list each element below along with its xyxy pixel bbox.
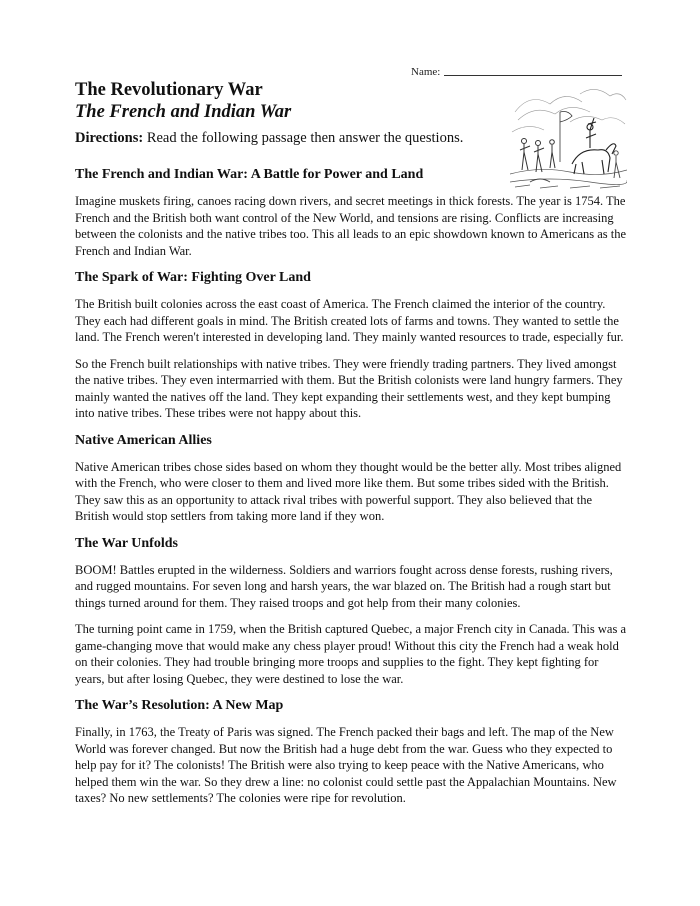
name-field[interactable] [411, 66, 622, 78]
directions [75, 130, 463, 147]
paragraph: Finally, in 1763, the Treaty of Paris was signed. The French packed their bags and left. The map of the New World was forever changed. But now the British had a huge debt from the war. Guess who they expected to help pay for it? The colonists! The British were also trying to keep peace with the Native Americans, who helped them win the war. So they drew a line: no colonist could settle past the Appalachian Mountains. New taxes? No new settlements? The colonies were ripe for revolution. [75, 725, 617, 805]
worksheet-subtitle: The French and Indian War [75, 102, 292, 122]
worksheet-title: The Revolutionary War [75, 80, 263, 100]
paragraph: BOOM! Battles erupted in the wilderness. Soldiers and warriors fought across dense forests, rushing rivers, and rugged mountains. For seven long and harsh years, the war blazed on. The British had a rough start but things turned around for them. They raised troops and got help from their many colonies. [75, 562, 613, 610]
directions-text: Read the following passage then answer the questions. [143, 130, 464, 146]
paragraph: So the French built relationships with native tribes. They were friendly trading partners. They lived amongst the native tribes. They even intermarried with them. But the British colonists were land hungry farmers. They mainly wanted the natives off the land. They kept expanding their settlements west, and they kept bumping into native tribes. These tribes were not happy about this. [75, 356, 623, 420]
section-heading: Native American Allies [75, 432, 212, 448]
section-heading: The War Unfolds [75, 535, 178, 551]
paragraph: Imagine muskets firing, canoes racing down rivers, and secret meetings in thick forests. The year is 1754. The French and the British both want control of the New World, and tensions are rising. Conflicts are increasing between the colonists and the native tribes too. This all leads to an epic showdown known to Americans as the French and Indian War. [75, 194, 627, 258]
name-label: Name: [411, 66, 441, 78]
paragraph: Native American tribes chose sides based on whom they thought would be the better ally. Most tribes aligned with the French, who were closer to them and lived more like them. But some tribes sided with the British. They saw this as an opportunity to attack rival tribes with powerful support. They also believed that the British would stop settlers from taking more land if they won. [75, 459, 622, 523]
directions-label: Directions: [75, 130, 144, 146]
paragraph: The turning point came in 1759, when the British captured Quebec, a major French city in Canada. This was a game-changing move that would make any chess player proud! Without this city the French had a weak hold on their colonies. They had trouble bringing more troops and supplies to the fight. They kept fighting for years, but after losing Quebec, they were destined to lose the war. [75, 622, 627, 686]
section-heading: The War’s Resolution: A New Map [75, 698, 284, 713]
paragraph: The British built colonies across the east coast of America. The French claimed the interior of the country. They each had different goals in mind. The British created lots of farms and towns. They wanted to settle the land. The French weren't interested in developing land. They mainly wanted resources to trade, especially fur. [75, 297, 624, 344]
passage [75, 166, 627, 817]
section-heading: The French and Indian War: A Battle for Power and Land [75, 167, 424, 182]
section-heading: The Spark of War: Fighting Over Land [75, 270, 311, 285]
name-blank-line[interactable] [444, 75, 622, 76]
